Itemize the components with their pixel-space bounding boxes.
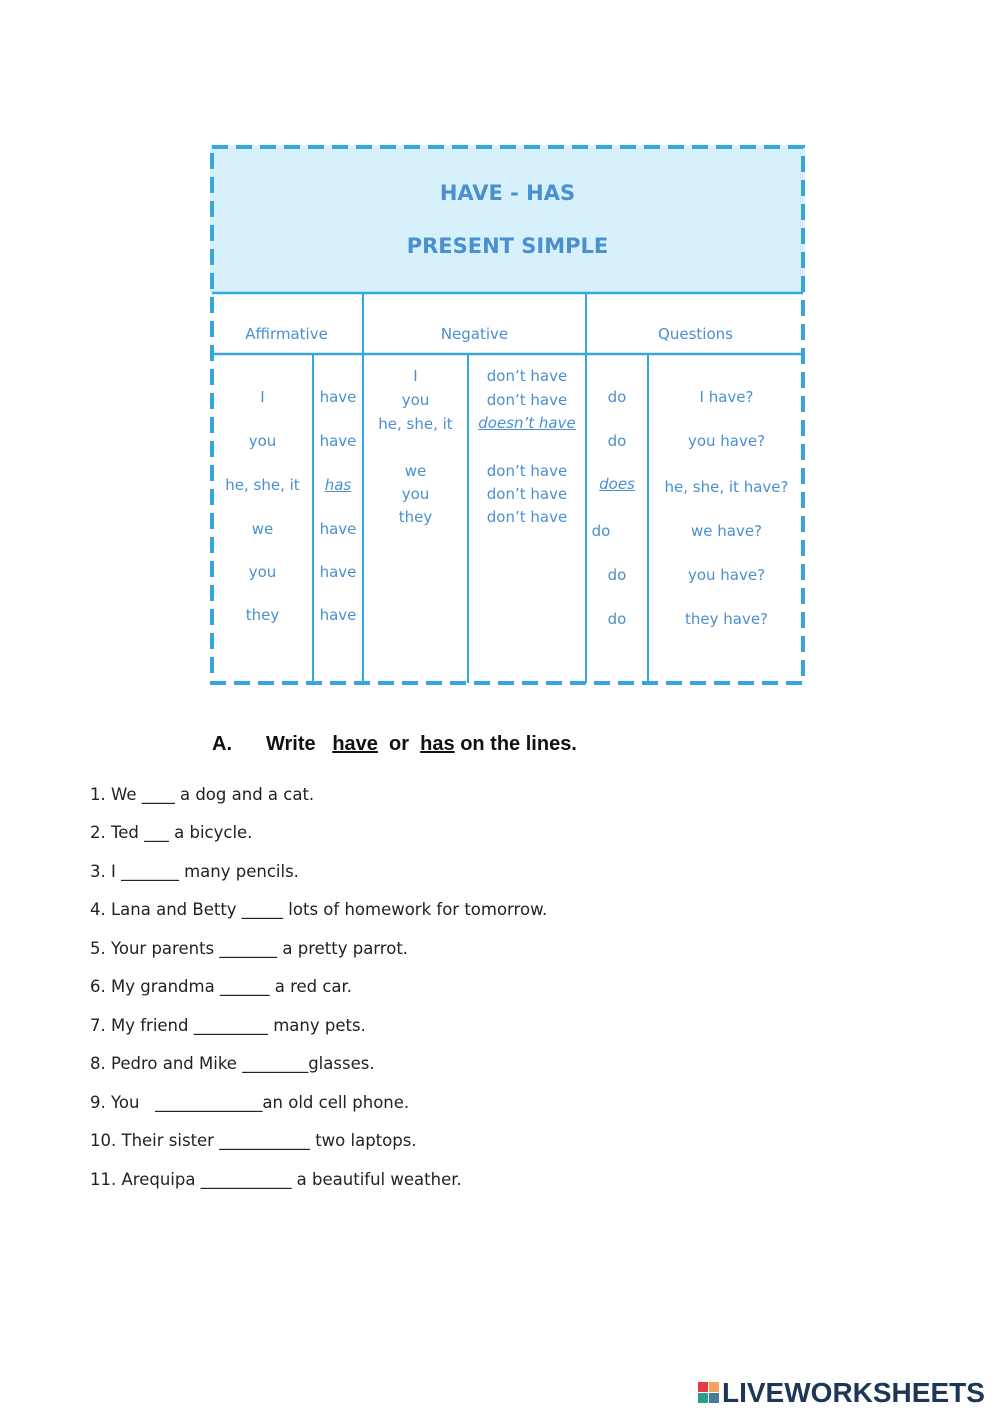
aff-subject: you: [248, 563, 277, 581]
instruction-end: on the lines.: [460, 733, 577, 755]
aff-subject: we: [251, 520, 274, 538]
q-rest: you have?: [687, 432, 766, 450]
exercise-item: 1. We ____ a dog and a cat.: [90, 785, 315, 804]
neg-subject: you: [401, 391, 430, 409]
aff-subject: they: [245, 606, 280, 624]
q-aux: do: [591, 522, 611, 540]
neg-verb: don’t have: [486, 508, 568, 526]
exercise-item: 5. Your parents _______ a pretty parrot.: [90, 939, 409, 958]
instruction-have: have: [332, 733, 378, 755]
q-aux: do: [607, 566, 627, 584]
instruction-has: has: [420, 733, 455, 755]
q-rest: they have?: [684, 610, 769, 628]
logo-squares-icon: [698, 1382, 720, 1404]
liveworksheets-logo: [698, 1376, 985, 1410]
neg-verb: don’t have: [486, 367, 568, 385]
neg-subject: he, she, it: [378, 415, 453, 433]
aff-verb: have: [319, 432, 357, 450]
exercise-instruction: [212, 733, 577, 756]
aff-verb: have: [319, 563, 357, 581]
header-affirmative: Affirmative: [245, 325, 328, 343]
aff-subject: you: [248, 432, 277, 450]
exercise-item: 10. Their sister ___________ two laptops.: [90, 1131, 417, 1150]
q-aux: do: [607, 610, 627, 628]
neg-verb: don’t have: [486, 485, 568, 503]
exercise-item: 2. Ted ___ a bicycle.: [90, 823, 253, 842]
header-negative: Negative: [440, 325, 509, 343]
q-aux-highlight: does: [599, 475, 635, 493]
q-rest: we have?: [690, 522, 763, 540]
q-aux: do: [607, 388, 627, 406]
aff-verb: have: [319, 520, 357, 538]
exercise-item: 6. My grandma ______ a red car.: [90, 977, 353, 996]
neg-verb-highlight: doesn’t have: [478, 414, 576, 432]
grammar-table: [210, 145, 805, 685]
q-rest: he, she, it have?: [664, 478, 789, 496]
instruction-or: or: [389, 733, 410, 755]
exercise-item: 9. You _____________an old cell phone.: [90, 1093, 410, 1112]
grammar-subtitle: PRESENT SIMPLE: [406, 234, 609, 258]
exercise-item: 7. My friend _________ many pets.: [90, 1016, 366, 1035]
aff-verb-highlight: has: [324, 476, 352, 494]
grammar-title: HAVE - HAS: [439, 181, 576, 205]
aff-subject: I: [260, 388, 265, 406]
header-questions: Questions: [658, 325, 733, 343]
aff-subject: he, she, it: [225, 476, 300, 494]
instruction-write: Write: [266, 733, 316, 755]
logo-text: LIVEWORKSHEETS: [722, 1377, 985, 1408]
instruction-letter: A.: [212, 733, 232, 755]
q-rest: I have?: [699, 388, 754, 406]
exercise-item: 4. Lana and Betty _____ lots of homework for tomorrow.: [90, 900, 548, 919]
q-aux: do: [607, 432, 627, 450]
q-rest: you have?: [687, 566, 766, 584]
neg-subject: we: [404, 462, 427, 480]
neg-subject: I: [413, 367, 418, 385]
exercise-item: 8. Pedro and Mike ________glasses.: [90, 1054, 375, 1073]
aff-verb: have: [319, 606, 357, 624]
exercise-item: 11. Arequipa ___________ a beautiful weather.: [90, 1170, 462, 1189]
neg-verb: don’t have: [486, 462, 568, 480]
neg-subject: they: [398, 508, 433, 526]
neg-verb: don’t have: [486, 391, 568, 409]
exercise-item: 3. I _______ many pencils.: [90, 862, 299, 881]
aff-verb: have: [319, 388, 357, 406]
neg-subject: you: [401, 485, 430, 503]
